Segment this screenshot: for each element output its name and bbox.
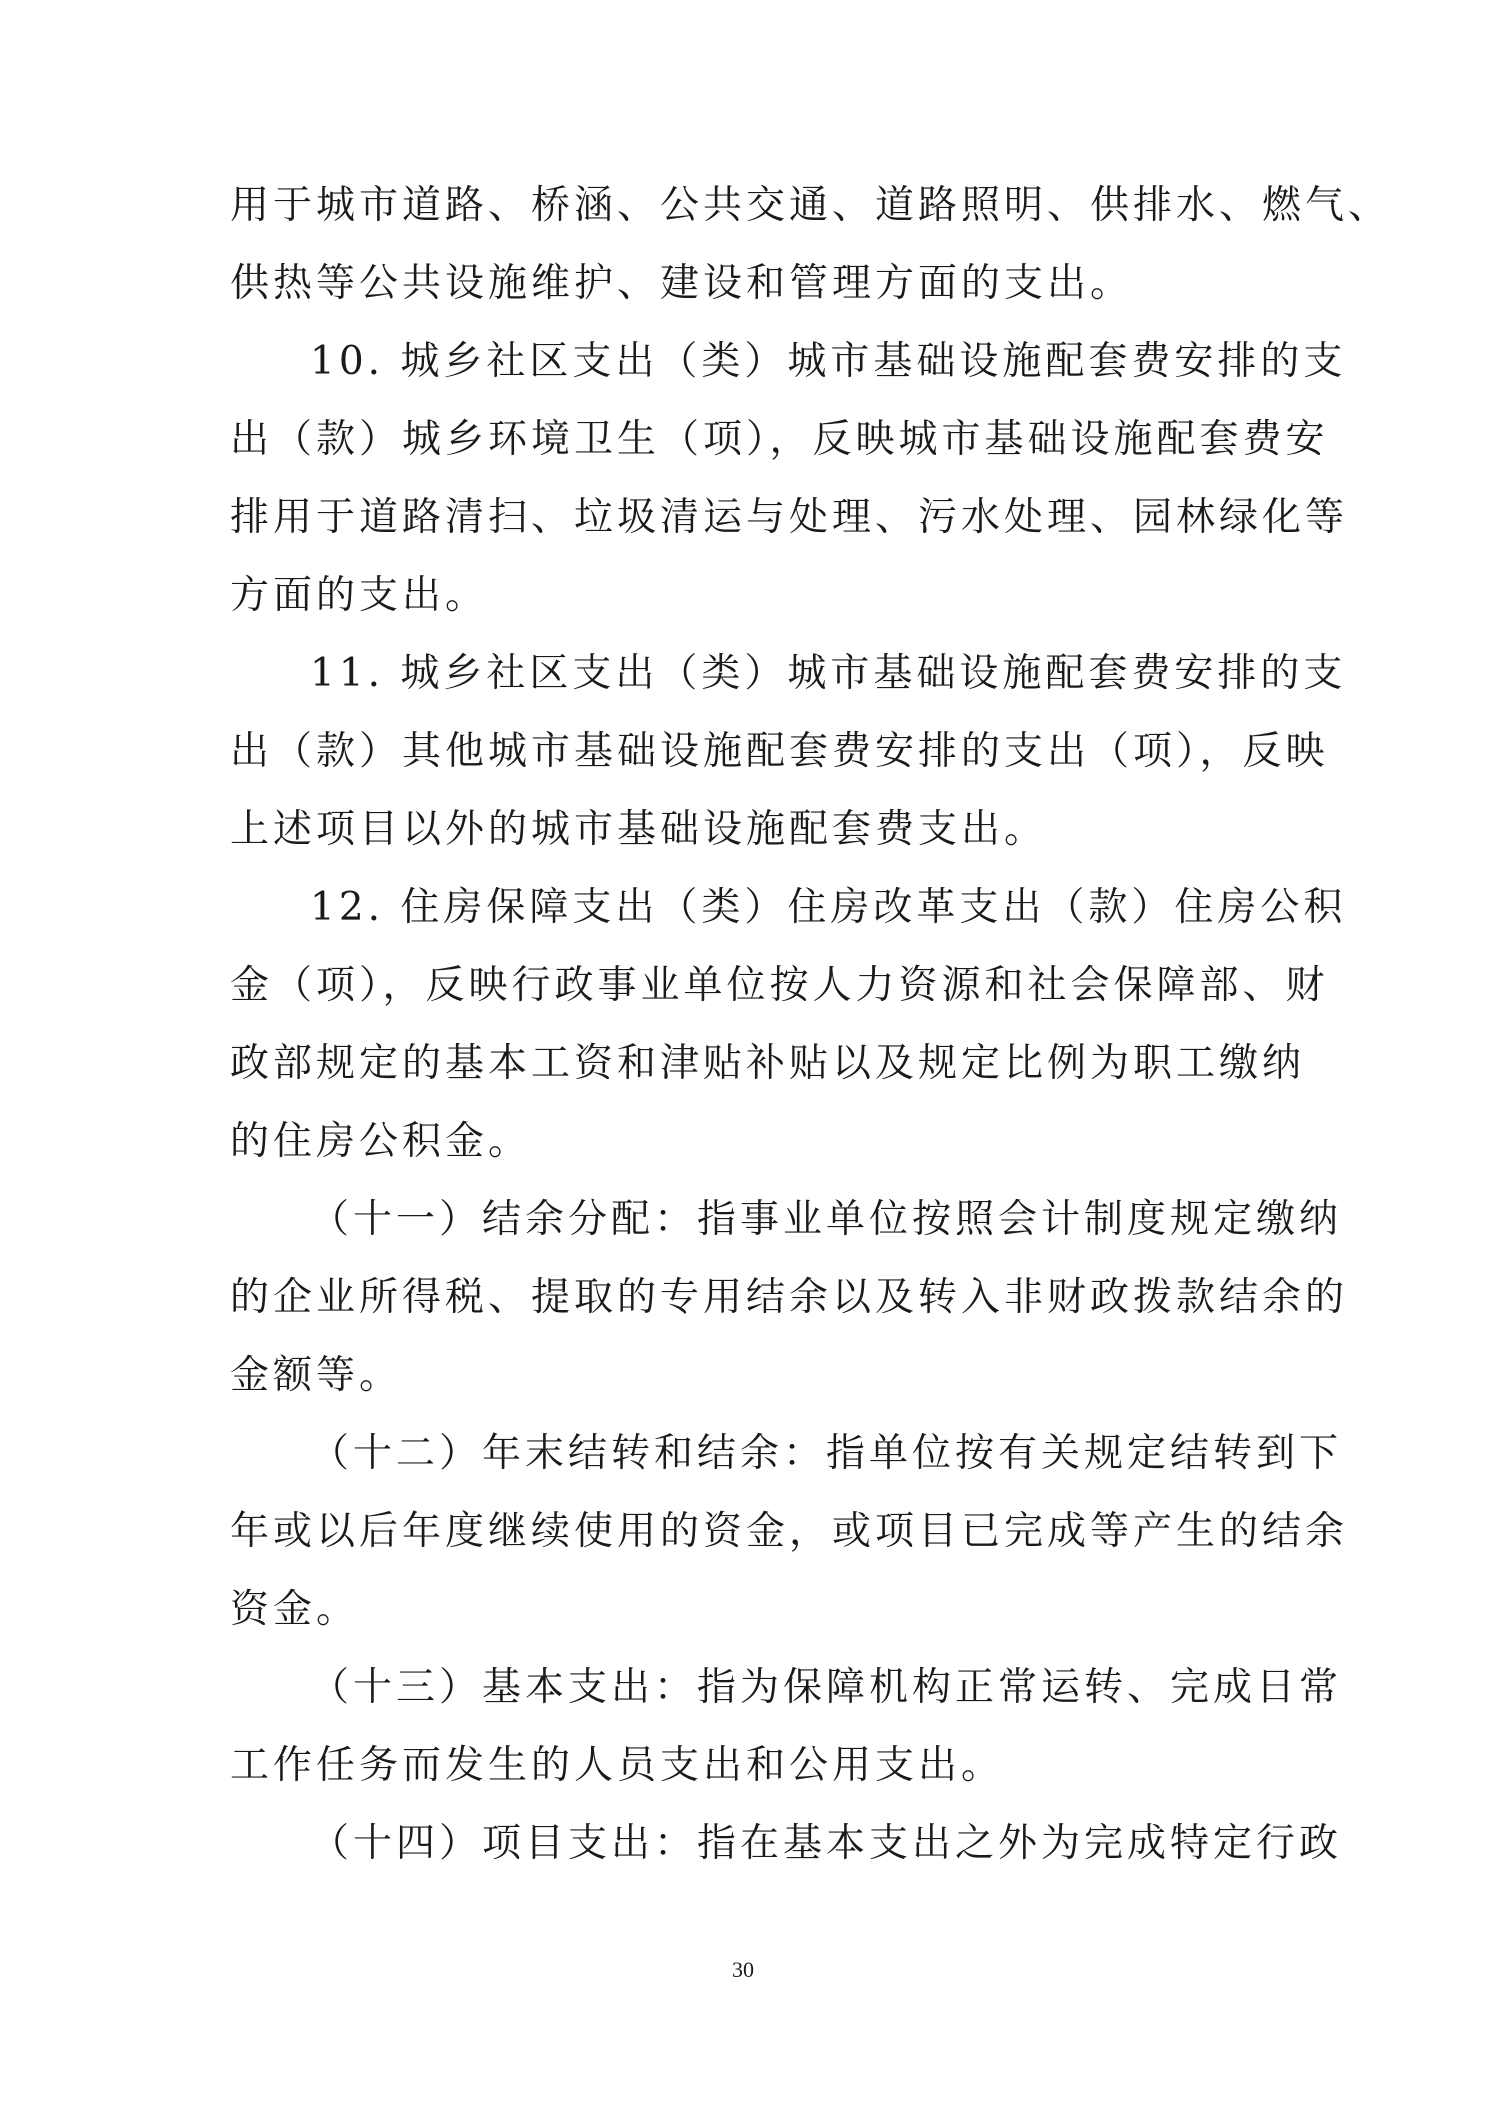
body-text-line: 工作任务而发生的人员支出和公用支出。 — [230, 1743, 1005, 1788]
body-text-line: 资金。 — [230, 1587, 360, 1632]
body-text-line: 方面的支出。 — [230, 573, 489, 618]
body-text-line: 政部规定的基本工资和津贴补贴以及规定比例为职工缴纳 — [230, 1041, 1306, 1086]
body-text-line: 金（项），反映行政事业单位按人力资源和社会保障部、财 — [230, 963, 1329, 1008]
body-text-line: 年或以后年度继续使用的资金，或项目已完成等产生的结余 — [230, 1509, 1349, 1554]
section-11-first-line: （十一）结余分配：指事业单位按照会计制度规定缴纳 — [310, 1197, 1343, 1242]
body-text-line: 出（款）其他城市基础设施配套费安排的支出（项），反映 — [230, 729, 1329, 774]
page-number: 30 — [732, 1957, 754, 1982]
body-text-line: 排用于道路清扫、垃圾清运与处理、污水处理、园林绿化等 — [230, 495, 1349, 540]
body-text-line: 上述项目以外的城市基础设施配套费支出。 — [230, 807, 1048, 852]
body-text-line: 供热等公共设施维护、建设和管理方面的支出。 — [230, 261, 1134, 306]
body-text-line: 金额等。 — [230, 1353, 403, 1398]
paragraph-11-first-line: 11. 城乡社区支出（类）城市基础设施配套费安排的支 — [310, 651, 1347, 696]
body-text-line: 用于城市道路、桥涵、公共交通、道路照明、供排水、燃气、 — [230, 183, 1392, 228]
body-text-line: 的企业所得税、提取的专用结余以及转入非财政拨款结余的 — [230, 1275, 1349, 1320]
section-14-first-line: （十四）项目支出：指在基本支出之外为完成特定行政 — [310, 1821, 1343, 1866]
body-text-line: 出（款）城乡环境卫生（项），反映城市基础设施配套费安 — [230, 417, 1329, 462]
paragraph-12-first-line: 12. 住房保障支出（类）住房改革支出（款）住房公积 — [310, 885, 1347, 930]
body-text-line: 的住房公积金。 — [230, 1119, 532, 1164]
paragraph-10-first-line: 10. 城乡社区支出（类）城市基础设施配套费安排的支 — [310, 339, 1347, 384]
section-13-first-line: （十三）基本支出：指为保障机构正常运转、完成日常 — [310, 1665, 1343, 1710]
section-12-first-line: （十二）年末结转和结余：指单位按有关规定结转到下 — [310, 1431, 1343, 1476]
